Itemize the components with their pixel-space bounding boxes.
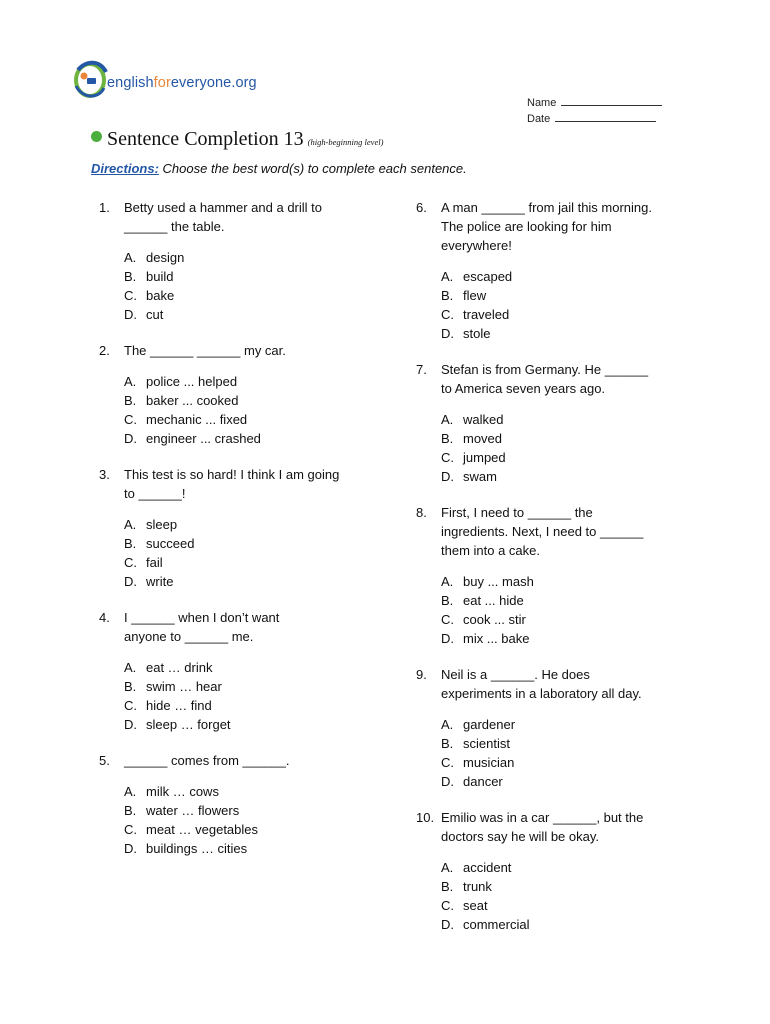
- option-text: dancer: [463, 774, 503, 789]
- option-letter: B.: [124, 679, 137, 694]
- answer-option: [124, 429, 399, 448]
- answer-option: [124, 410, 399, 429]
- name-field: [527, 95, 662, 109]
- answer-option: [124, 801, 399, 820]
- question-9: [416, 665, 716, 791]
- question-number: 1.: [99, 200, 110, 215]
- option-letter: A.: [441, 269, 454, 284]
- option-letter: C.: [124, 288, 137, 303]
- question-2: [99, 341, 399, 448]
- site-logo-text: [107, 75, 257, 91]
- level-note: (high-beginning level): [307, 137, 384, 147]
- answer-option: [441, 915, 716, 934]
- option-text: sleep: [146, 517, 178, 532]
- question-prompt: First, I need to ______ the ingredients. Next, I need to ______ them into a cake.: [441, 505, 644, 558]
- answer-option: [441, 610, 716, 629]
- answer-option: [441, 267, 716, 286]
- directions: [91, 161, 467, 176]
- option-letter: D.: [441, 326, 454, 341]
- answer-options: [416, 267, 716, 343]
- question-prompt: This test is so hard! I think I am going to ______!: [124, 467, 340, 501]
- answer-option: [441, 429, 716, 448]
- option-letter: D.: [124, 574, 137, 589]
- answer-option: [441, 896, 716, 915]
- option-text: mechanic ... fixed: [146, 412, 248, 427]
- option-text: eat ... hide: [463, 593, 524, 608]
- question-prompt: Betty used a hammer and a drill to ______ the table.: [124, 200, 322, 234]
- option-text: escaped: [463, 269, 513, 284]
- option-text: stole: [463, 326, 491, 341]
- option-text: succeed: [146, 536, 195, 551]
- option-letter: D.: [124, 307, 137, 322]
- green-bullet-icon: [91, 131, 102, 142]
- answer-option: [441, 324, 716, 343]
- answer-option: [124, 286, 399, 305]
- option-text: milk … cows: [146, 784, 219, 799]
- option-letter: D.: [441, 469, 454, 484]
- right-question-column: [416, 198, 716, 934]
- question-4: [99, 608, 399, 734]
- question-number: 5.: [99, 753, 110, 768]
- answer-options: [99, 372, 399, 448]
- option-text: walked: [463, 412, 504, 427]
- option-text: cook ... stir: [463, 612, 526, 627]
- logo-text-part: english: [107, 75, 154, 91]
- answer-option: [441, 467, 716, 486]
- option-text: eat … drink: [146, 660, 213, 675]
- option-text: baker ... cooked: [146, 393, 239, 408]
- option-letter: B.: [441, 593, 454, 608]
- question-prompt: Emilio was in a car ______, but the doctors say he will be okay.: [441, 810, 644, 844]
- option-letter: B.: [441, 431, 454, 446]
- answer-options: [416, 572, 716, 648]
- option-text: swim … hear: [146, 679, 222, 694]
- option-letter: C.: [124, 822, 137, 837]
- question-number: 10.: [416, 810, 435, 825]
- option-letter: D.: [441, 917, 454, 932]
- answer-options: [99, 658, 399, 734]
- question-3: [99, 465, 399, 591]
- option-text: seat: [463, 898, 488, 913]
- option-letter: C.: [124, 555, 137, 570]
- option-text: commercial: [463, 917, 530, 932]
- option-text: fail: [146, 555, 163, 570]
- answer-options: [99, 782, 399, 858]
- answer-option: [441, 572, 716, 591]
- question-number: 7.: [416, 362, 427, 377]
- logo-text-part: everyone.org: [170, 75, 257, 91]
- option-letter: D.: [441, 631, 454, 646]
- answer-option: [441, 591, 716, 610]
- option-letter: C.: [441, 612, 454, 627]
- answer-options: [99, 248, 399, 324]
- answer-option: [124, 782, 399, 801]
- answer-option: [441, 410, 716, 429]
- question-5: [99, 751, 399, 858]
- option-text: jumped: [463, 450, 506, 465]
- option-letter: A.: [441, 860, 454, 875]
- answer-option: [124, 248, 399, 267]
- answer-option: [441, 286, 716, 305]
- option-letter: A.: [441, 574, 454, 589]
- left-question-column: [99, 198, 399, 858]
- option-letter: C.: [441, 898, 454, 913]
- option-letter: B.: [124, 803, 137, 818]
- question-prompt: A man ______ from jail this morning. The police are looking for him everywhere!: [441, 200, 652, 253]
- option-text: write: [146, 574, 174, 589]
- option-text: police ... helped: [146, 374, 238, 389]
- globe-logo-icon: [70, 56, 110, 102]
- option-letter: A.: [124, 517, 137, 532]
- option-text: trunk: [463, 879, 492, 894]
- question-prompt: Stefan is from Germany. He ______ to America seven years ago.: [441, 362, 649, 396]
- option-letter: B.: [441, 879, 454, 894]
- option-text: water … flowers: [146, 803, 240, 818]
- option-text: accident: [463, 860, 512, 875]
- option-letter: B.: [441, 736, 454, 751]
- question-number: 9.: [416, 667, 427, 682]
- answer-option: [124, 391, 399, 410]
- answer-option: [124, 820, 399, 839]
- answer-option: [124, 305, 399, 324]
- option-letter: B.: [124, 393, 137, 408]
- option-letter: B.: [441, 288, 454, 303]
- question-7: [416, 360, 716, 486]
- option-text: musician: [463, 755, 515, 770]
- answer-option: [124, 372, 399, 391]
- option-letter: A.: [441, 717, 454, 732]
- date-field: [527, 111, 656, 125]
- option-letter: A.: [124, 250, 137, 265]
- option-text: engineer ... crashed: [146, 431, 261, 446]
- answer-option: [124, 572, 399, 591]
- option-letter: B.: [124, 536, 137, 551]
- option-text: design: [146, 250, 185, 265]
- option-letter: A.: [124, 374, 137, 389]
- option-text: buildings … cities: [146, 841, 248, 856]
- answer-option: [124, 715, 399, 734]
- title-row: [91, 128, 383, 151]
- option-letter: C.: [124, 698, 137, 713]
- question-number: 2.: [99, 343, 110, 358]
- answer-option: [124, 677, 399, 696]
- option-text: bake: [146, 288, 175, 303]
- option-text: meat … vegetables: [146, 822, 259, 837]
- option-text: buy ... mash: [463, 574, 534, 589]
- option-text: scientist: [463, 736, 510, 751]
- option-letter: C.: [441, 755, 454, 770]
- answer-options: [416, 715, 716, 791]
- option-letter: A.: [441, 412, 454, 427]
- option-text: gardener: [463, 717, 516, 732]
- answer-option: [441, 858, 716, 877]
- question-number: 4.: [99, 610, 110, 625]
- name-blank-line: [561, 95, 662, 106]
- date-blank-line: [555, 111, 656, 122]
- option-letter: C.: [441, 307, 454, 322]
- option-letter: D.: [441, 774, 454, 789]
- option-text: build: [146, 269, 174, 284]
- option-letter: C.: [441, 450, 454, 465]
- page-title: Sentence Completion 13: [107, 128, 304, 150]
- answer-option: [124, 658, 399, 677]
- answer-option: [124, 696, 399, 715]
- option-text: sleep … forget: [146, 717, 231, 732]
- answer-option: [441, 629, 716, 648]
- option-text: moved: [463, 431, 503, 446]
- option-text: mix ... bake: [463, 631, 530, 646]
- option-text: flew: [463, 288, 487, 303]
- option-letter: D.: [124, 717, 137, 732]
- question-1: [99, 198, 399, 324]
- option-letter: A.: [124, 784, 137, 799]
- option-text: swam: [463, 469, 497, 484]
- answer-options: [416, 410, 716, 486]
- name-label: Name: [527, 97, 557, 109]
- question-8: [416, 503, 716, 648]
- answer-options: [99, 515, 399, 591]
- option-letter: B.: [124, 269, 137, 284]
- answer-option: [124, 553, 399, 572]
- option-text: hide … find: [146, 698, 212, 713]
- answer-option: [441, 877, 716, 896]
- answer-option: [124, 534, 399, 553]
- question-number: 6.: [416, 200, 427, 215]
- answer-option: [124, 515, 399, 534]
- question-6: [416, 198, 716, 343]
- date-label: Date: [527, 113, 551, 125]
- answer-option: [124, 267, 399, 286]
- answer-option: [441, 715, 716, 734]
- option-text: traveled: [463, 307, 510, 322]
- logo-text-part: for: [153, 75, 171, 91]
- directions-text: Choose the best word(s) to complete each sentence.: [162, 161, 467, 176]
- option-letter: A.: [124, 660, 137, 675]
- answer-option: [441, 305, 716, 324]
- answer-option: [124, 839, 399, 858]
- option-letter: D.: [124, 841, 137, 856]
- option-letter: C.: [124, 412, 137, 427]
- question-prompt: The ______ ______ my car.: [124, 343, 286, 358]
- question-prompt: Neil is a ______. He does experiments in a laboratory all day.: [441, 667, 642, 701]
- answer-option: [441, 448, 716, 467]
- answer-option: [441, 734, 716, 753]
- answer-option: [441, 772, 716, 791]
- question-prompt: ______ comes from ______.: [124, 753, 290, 768]
- option-letter: D.: [124, 431, 137, 446]
- answer-options: [416, 858, 716, 934]
- option-text: cut: [146, 307, 164, 322]
- question-number: 8.: [416, 505, 427, 520]
- answer-option: [441, 753, 716, 772]
- question-prompt: I ______ when I don’t want anyone to ______ me.: [124, 610, 280, 644]
- directions-label: Directions:: [91, 161, 159, 176]
- question-number: 3.: [99, 467, 110, 482]
- question-10: [416, 808, 716, 934]
